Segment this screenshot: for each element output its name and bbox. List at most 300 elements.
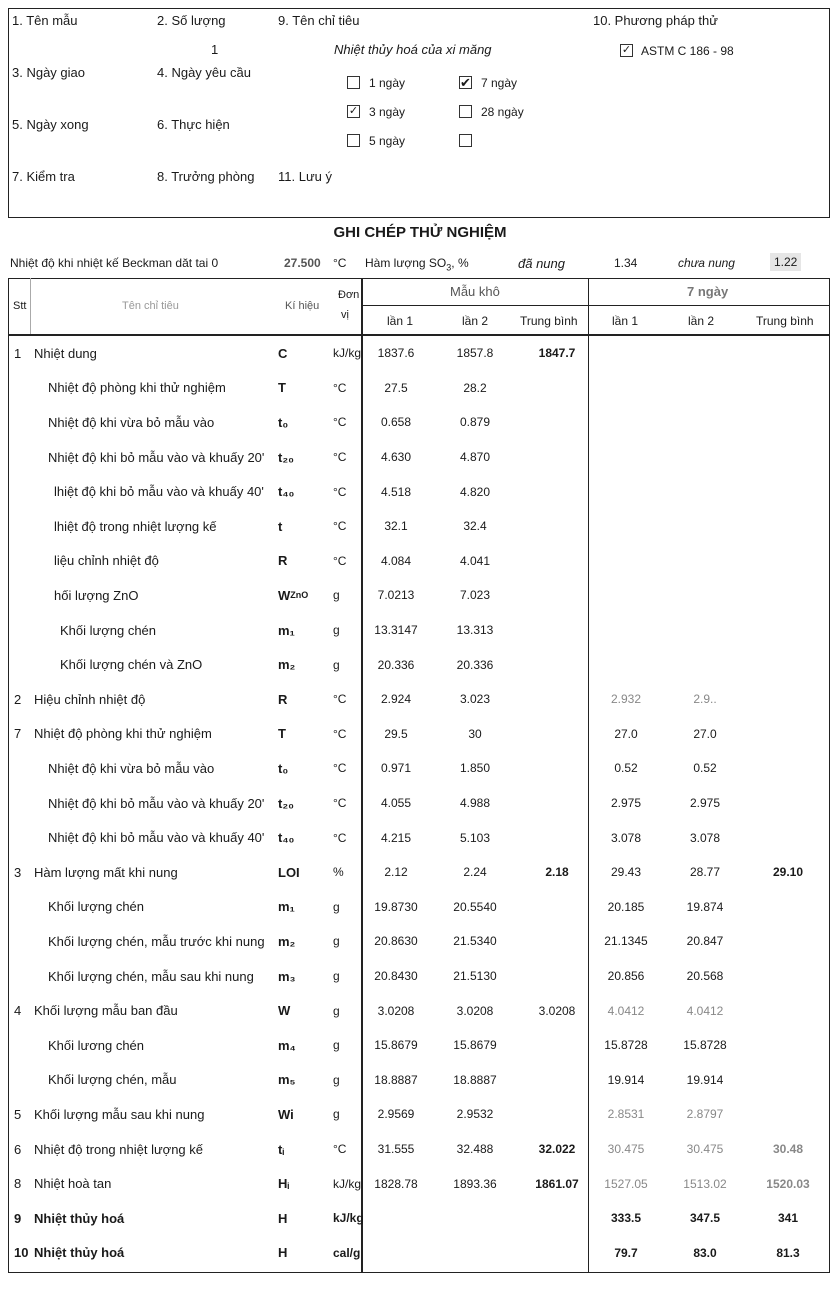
row-value [591,613,661,648]
row-value [517,440,597,475]
table-row [8,682,830,717]
row-parameter-name: Khối lượng chén [48,899,145,915]
col-divider-stt [30,278,31,334]
request-info-box [8,8,830,218]
row-symbol: t₄₀ [278,830,295,846]
row-value: 32.022 [538,1142,576,1157]
row-value [748,647,828,682]
row-parameter-name: Nhiệt độ khi vừa bỏ mẫu vào [48,760,215,776]
row-value [591,578,661,613]
row-value: 27.0 [693,726,717,741]
row-value: 20.336 [456,657,494,672]
row-symbol: m₅ [278,1072,296,1088]
row-value: 1847.7 [538,346,576,361]
table-row [8,1063,830,1098]
row-value: 20.5540 [453,899,497,914]
row-value [670,474,740,509]
row-unit: °C [333,796,347,811]
quantity-value: 1 [211,42,219,57]
row-value: 20.185 [607,899,645,914]
row-symbol: m₄ [278,1037,296,1053]
row-value: 4.870 [459,450,491,465]
row-value: 4.988 [459,796,491,811]
row-symbol: m₂ [278,933,296,949]
row-value [748,1097,828,1132]
row-number: 5 [14,1106,22,1122]
row-value: 3.0208 [377,1003,415,1018]
col-header-unit-line2: vị [341,309,349,321]
row-unit: g [333,657,340,672]
row-parameter-name: Nhiệt thủy hoá [34,1210,125,1226]
row-value [517,371,597,406]
row-value [670,509,740,544]
row-number: 8 [14,1176,22,1192]
row-value [748,993,828,1028]
row-value: 4.055 [380,796,412,811]
row-value: 0.52 [614,761,638,776]
row-value [748,959,828,994]
row-value: 3.0208 [538,1003,576,1018]
row-unit: g [333,1072,340,1087]
row-value [748,336,828,371]
row-value: 32.4 [463,519,487,534]
row-unit: kJ/kg [333,1211,364,1226]
row-value: 0.971 [380,761,412,776]
row-value: 19.8730 [374,899,418,914]
row-value [440,1236,510,1271]
row-value [517,613,597,648]
col-header-run2: lần 2 [462,314,489,328]
row-symbol: tᵢ [278,1141,285,1157]
row-value [748,613,828,648]
row-value [517,647,597,682]
calcined-label: đã nung [518,256,565,271]
row-unit: g [333,1107,340,1122]
sample-name-label: 1. Tên mẫu [12,13,78,28]
row-symbol: R [278,553,288,569]
uncalcined-label: chưa nung [678,256,735,270]
row-value [591,405,661,440]
row-value: 30 [468,726,482,741]
row-unit: kJ/kg [333,346,362,361]
row-value [670,405,740,440]
row-value: 20.847 [686,934,724,949]
row-parameter-name: Nhiệt độ khi vừa bỏ mẫu vào [48,414,215,430]
row-symbol: T [278,380,286,396]
row-value: 2.9569 [377,1107,415,1122]
table-row [8,1097,830,1132]
row-value [517,890,597,925]
table-row [8,647,830,682]
table-row [8,717,830,752]
row-symbol: t₂₀ [278,449,294,465]
row-unit: °C [333,450,347,465]
row-value: 21.5130 [453,969,497,984]
row-value [517,924,597,959]
so3-label: Hàm lượng $SO_3$, % [365,256,469,273]
row-unit: °C [333,519,347,534]
row-value: 3.078 [689,830,721,845]
row-value: 3.078 [610,830,642,845]
table-row [8,544,830,579]
row-symbol: t [278,518,283,534]
row-value [517,682,597,717]
row-value [591,371,661,406]
row-value: 3.0208 [456,1003,494,1018]
row-value [591,474,661,509]
row-unit: °C [333,692,347,707]
row-value: 79.7 [614,1245,638,1260]
age-28-day-label: 28 ngày [481,105,524,119]
row-value: 341 [777,1211,799,1226]
row-value: 28.77 [689,865,721,880]
row-value: 13.3147 [374,623,418,638]
row-unit: °C [333,484,347,499]
row-value [748,717,828,752]
row-unit: g [333,899,340,914]
row-value: 4.630 [380,450,412,465]
row-value: 5.103 [459,830,491,845]
test-name-label: 9. Tên chỉ tiêu [278,13,360,28]
test-name-value: Nhiệt thủy hoá của xi măng [334,42,492,57]
row-symbol: R [278,691,288,707]
row-value [517,509,597,544]
row-value [517,959,597,994]
col-header-name: Tên chỉ tiêu [122,300,179,312]
row-symbol: t₀ [278,760,289,776]
table-row [8,509,830,544]
row-parameter-name: Nhiệt độ khi bỏ mẫu vào và khuấy 20' [48,449,265,465]
row-parameter-name: Nhiệt độ khi bỏ mẫu vào và khuấy 20' [48,795,265,811]
group-header-7-day: 7 ngày [687,284,729,299]
row-value: 32.488 [456,1142,494,1157]
row-symbol: W ZnO [278,587,309,603]
row-value: 2.9.. [693,692,717,707]
row-value [517,578,597,613]
row-number: 3 [14,864,22,880]
row-value: 2.24 [463,865,487,880]
row-unit: °C [333,1142,347,1157]
row-value: 30.475 [686,1142,724,1157]
row-value [517,405,597,440]
row-symbol: T [278,726,286,742]
row-parameter-name: Nhiệt dung [34,345,97,361]
row-value [517,474,597,509]
row-symbol: W [278,1003,291,1019]
row-value: 1513.02 [683,1176,727,1191]
age-7-day-label: 7 ngày [481,76,518,90]
row-value [748,890,828,925]
row-value: 2.18 [545,865,569,880]
row-value: 29.10 [772,865,804,880]
row-value: 29.5 [384,726,408,741]
table-row [8,578,830,613]
row-value: 4.084 [380,553,412,568]
row-value: 4.215 [380,830,412,845]
row-parameter-name: Khối lượng chén, mẫu trước khi nung [48,933,265,949]
quantity-label: 2. Số lượng [157,13,226,28]
table-row [8,440,830,475]
row-value [517,1201,597,1236]
age-other-checkbox[interactable] [459,134,472,147]
row-value: 1520.03 [766,1176,810,1191]
row-parameter-name: lhiệt độ khi bỏ mẫu vào và khuấy 40' [54,484,264,500]
col-header-stt: Stt [13,300,27,312]
row-value: 19.914 [686,1072,724,1087]
row-value [670,440,740,475]
row-parameter-name: Nhiệt hoà tan [34,1176,112,1192]
row-value [591,440,661,475]
group-header-divider [362,305,830,306]
row-symbol: H [278,1245,288,1261]
row-value: 2.975 [610,796,642,811]
table-row [8,1236,830,1271]
row-value: 1837.6 [377,346,415,361]
age-5-day-label: 5 ngày [369,134,406,148]
row-value [748,751,828,786]
row-value: 7.0213 [377,588,415,603]
table-row [8,855,830,890]
row-value: 19.874 [686,899,724,914]
row-value: 83.0 [693,1245,717,1260]
row-value: 2.975 [689,796,721,811]
beckman-value: 27.500 [284,256,321,270]
row-value [748,578,828,613]
row-unit: kJ/kg [333,1176,362,1191]
row-value: 4.041 [459,553,491,568]
row-unit: g [333,1038,340,1053]
row-symbol: t₀ [278,414,289,430]
row-value: 19.914 [607,1072,645,1087]
table-row [8,336,830,371]
row-value [748,509,828,544]
row-number: 7 [14,726,22,742]
row-value [748,544,828,579]
row-parameter-name: Hiệu chỉnh nhiệt độ [34,691,146,707]
row-value [517,820,597,855]
row-value: 32.1 [384,519,408,534]
row-value: 2.8797 [686,1107,724,1122]
row-value: 2.12 [384,865,408,880]
row-value: 15.8679 [453,1038,497,1053]
row-parameter-name: Khối lượng mẫu ban đầu [34,1003,178,1019]
row-value [591,336,661,371]
row-value [748,786,828,821]
table-row [8,993,830,1028]
row-value: 347.5 [689,1211,721,1226]
row-value [361,1201,431,1236]
row-value: 13.313 [456,623,494,638]
row-value [748,371,828,406]
row-value: 2.924 [380,692,412,707]
row-symbol: Wi [278,1106,294,1122]
row-number: 4 [14,1003,22,1019]
table-row [8,751,830,786]
calcined-value: 1.34 [614,256,638,270]
row-symbol: Hᵢ [278,1176,290,1192]
table-row [8,924,830,959]
row-value [748,1063,828,1098]
age-3-day-checkbox[interactable]: ✓ [348,105,359,117]
row-value: 15.8728 [604,1038,648,1053]
row-value: 15.8679 [374,1038,418,1053]
row-unit: cal/g [333,1245,361,1260]
row-symbol: LOI [278,864,300,880]
col-header-average: Trung bình [520,314,578,328]
row-symbol: C [278,345,288,361]
row-unit: °C [333,553,347,568]
row-value: 18.8887 [453,1072,497,1087]
row-value [517,544,597,579]
row-value: 4.0412 [607,1003,645,1018]
row-value: 29.43 [610,865,642,880]
row-parameter-name: liệu chỉnh nhiệt độ [54,553,159,569]
row-unit: g [333,969,340,984]
row-value: 30.475 [607,1142,645,1157]
row-value: 20.8630 [374,934,418,949]
row-value: 15.8728 [683,1038,727,1053]
row-unit: °C [333,726,347,741]
table-row [8,959,830,994]
method-checkbox[interactable]: ✓ [621,44,632,56]
row-value [670,336,740,371]
row-value: 0.658 [380,415,412,430]
row-value: 21.5340 [453,934,497,949]
row-value: 27.0 [614,726,638,741]
row-value [517,751,597,786]
test-method-label: 10. Phương pháp thử [593,13,718,28]
row-symbol: t₄₀ [278,484,295,500]
table-row [8,405,830,440]
age-5-day-checkbox[interactable] [347,134,360,147]
row-value [440,1201,510,1236]
row-value: 333.5 [610,1211,642,1226]
age-1-day-label: 1 ngày [369,76,406,90]
row-number: 6 [14,1141,22,1157]
delivery-date-label: 3. Ngày giao [12,65,85,80]
row-value [517,786,597,821]
row-parameter-name: Khối lượng chén, mẫu sau khi nung [48,968,254,984]
row-parameter-name: Khối lượng chén và ZnO [60,657,203,673]
col-header-7day-run2: lần 2 [688,314,715,328]
col-header-unit-line1: Đơn [338,289,360,301]
row-value [748,405,828,440]
performed-by-label: 6. Thực hiện [157,117,230,132]
row-unit: °C [333,830,347,845]
row-parameter-name: Nhiệt thủy hoá [34,1245,125,1261]
row-parameter-name: Khối lượng mẫu sau khi nung [34,1106,205,1122]
row-parameter-name: Hàm lượng mất khi nung [34,864,178,880]
col-header-7day-average: Trung bình [756,314,814,328]
beckman-unit: °C [333,256,347,270]
finish-date-label: 5. Ngày xong [12,117,89,132]
head-of-lab-label: 8. Trưởng phòng [157,169,255,184]
row-value: 2.8531 [607,1107,645,1122]
row-value [591,544,661,579]
row-value: 27.5 [384,380,408,395]
row-unit: °C [333,761,347,776]
row-symbol: m₂ [278,657,296,673]
row-value: 20.856 [607,969,645,984]
row-unit: °C [333,415,347,430]
row-value: 0.879 [459,415,491,430]
uncalcined-value: 1.22 [770,253,801,271]
row-value: 20.336 [377,657,415,672]
page-title: GHI CHÉP THỬ NGHIỆM [333,224,507,241]
age-7-day-checkbox[interactable]: ✔ [460,75,471,90]
request-date-label: 4. Ngày yêu cầu [157,65,251,80]
row-value: 4.820 [459,484,491,499]
row-parameter-name: lhiệt độ trong nhiệt lượng kế [54,518,217,534]
row-value: 1893.36 [453,1176,497,1191]
row-value [748,440,828,475]
row-value: 4.0412 [686,1003,724,1018]
row-symbol: m₁ [278,622,295,638]
row-value: 0.52 [693,761,717,776]
row-value [748,682,828,717]
row-unit: g [333,934,340,949]
row-symbol: H [278,1210,288,1226]
row-value [748,1028,828,1063]
age-28-day-checkbox[interactable] [459,105,472,118]
row-parameter-name: Nhiệt độ khi bỏ mẫu vào và khuấy 40' [48,830,265,846]
method-value: ASTM C 186 - 98 [641,44,734,58]
row-value [517,717,597,752]
row-value [748,474,828,509]
row-value [517,1028,597,1063]
row-parameter-name: Khối lương chén [48,1037,145,1053]
row-parameter-name: Khối lượng chén, mẫu [48,1072,177,1088]
row-value [591,647,661,682]
table-row [8,890,830,925]
row-value: 7.023 [459,588,491,603]
row-number: 10 [14,1245,29,1261]
row-symbol: t₂₀ [278,795,294,811]
row-value [517,1236,597,1271]
row-value [670,613,740,648]
col-header-run1: lần 1 [387,314,414,328]
row-value: 21.1345 [604,934,648,949]
note-label: 11. Lưu ý [278,169,332,184]
row-value: 2.932 [610,692,642,707]
row-value: 1527.05 [604,1176,648,1191]
row-value: 1.850 [459,761,491,776]
row-value: 28.2 [463,380,487,395]
beckman-label: Nhiệt độ khi nhiệt kế Beckman dăt tai 0 [10,256,219,270]
table-row [8,1132,830,1167]
table-row [8,1201,830,1236]
table-row [8,474,830,509]
row-value: 2.9532 [456,1107,494,1122]
row-value [517,1097,597,1132]
age-1-day-checkbox[interactable] [347,76,360,89]
row-parameter-name: Nhiệt độ trong nhiệt lượng kế [34,1141,203,1157]
row-value: 20.568 [686,969,724,984]
row-unit: % [333,865,344,880]
col-header-7day-run1: lần 1 [612,314,639,328]
row-unit: g [333,1003,340,1018]
row-parameter-name: Khối lượng chén [60,622,157,638]
row-number: 9 [14,1210,22,1226]
row-value: 81.3 [776,1245,800,1260]
row-value: 1861.07 [535,1176,579,1191]
row-value [670,647,740,682]
row-value [748,820,828,855]
row-unit: g [333,623,340,638]
table-row [8,820,830,855]
table-row [8,371,830,406]
row-parameter-name: Nhiệt độ phòng khi thử nghiệm [48,380,226,396]
